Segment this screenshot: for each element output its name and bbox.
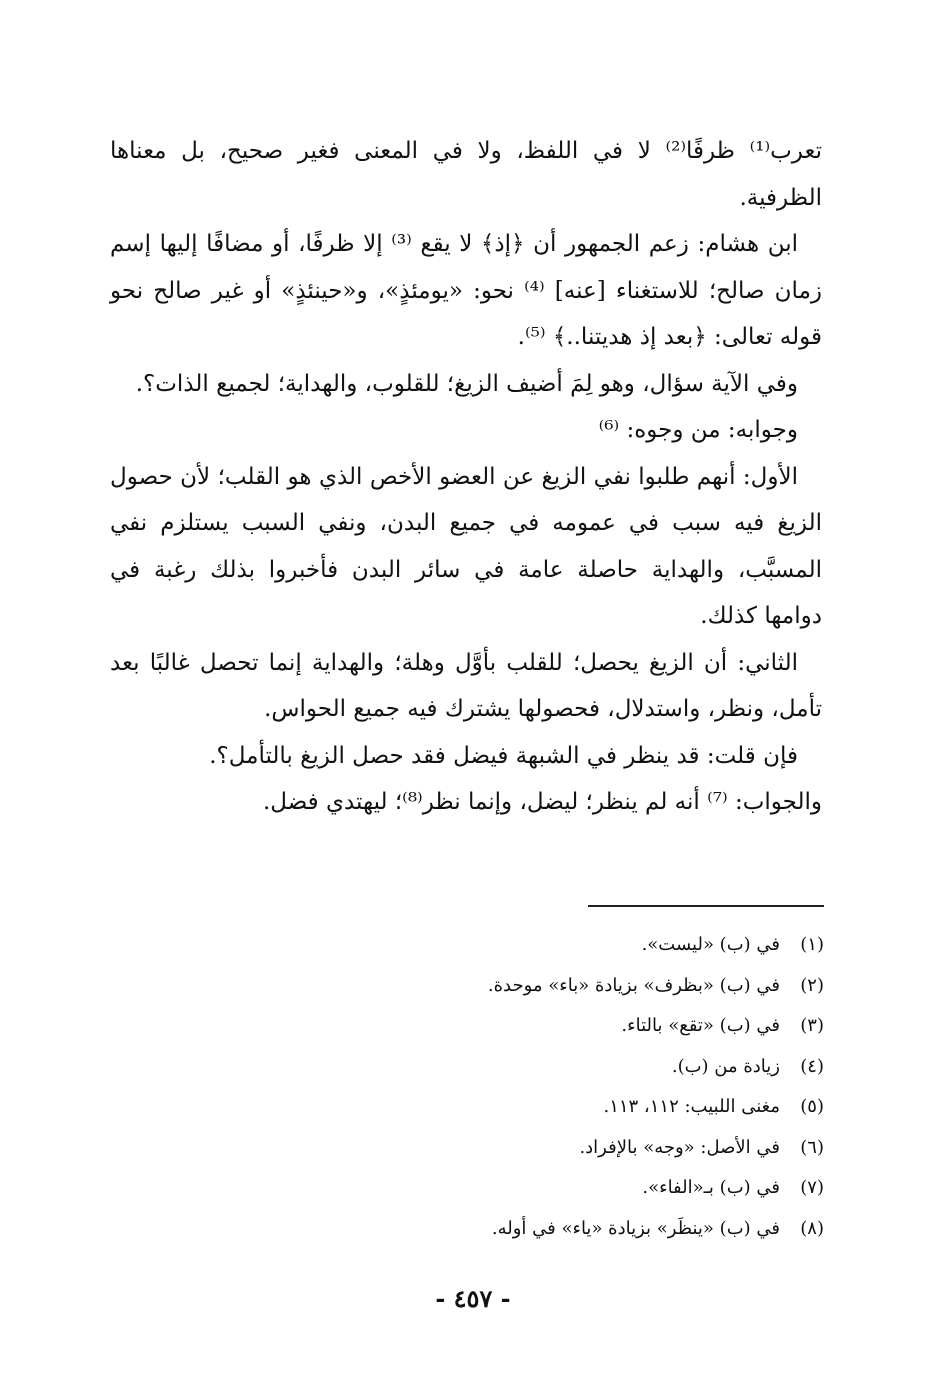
footnote — [300, 1168, 824, 1209]
footnote-number: (٨) — [800, 1217, 824, 1239]
footnote — [300, 1209, 824, 1250]
footnote — [300, 1006, 824, 1047]
footnote-text: في (ب) «بظرف» بزيادة «باء» موحدة. — [487, 974, 780, 996]
footnote-number: (٧) — [800, 1177, 824, 1198]
paragraph-4: وجوابه: من وجوه: ⁽⁶⁾ — [598, 417, 798, 443]
footnote-text: في (ب) «ينظَر» بزيادة «ياء» في أوله. — [491, 1217, 780, 1239]
paragraph-7: فإن قلت: قد ينظر في الشبهة فيضل فقد حصل الزيغ بالتأمل؟. — [209, 742, 798, 769]
paragraph-2: ابن هشام: زعم الجمهور أن ﴿إذ﴾ لا يقع ⁽³⁾ إلا ظرفًا، أو مضافًا إليها إسم زمان صالح؛ للاستغناء [عنه] ⁽⁴⁾ نحو: «يومئذٍ»، و«حينئذٍ» أو غير صالح نحو قوله تعالى: ﴿بعد إذ هديتنا..﴾ ⁽⁵⁾. — [110, 231, 822, 350]
footnote-number: (٦) — [800, 1136, 824, 1158]
paragraph-3: وفي الآية سؤال، وهو لِمَ أضيف الزيغ؛ للقلوب، والهداية؛ لجميع الذات؟. — [135, 370, 798, 397]
page-number: - ٤٥٧ - — [435, 1284, 511, 1313]
footnote-text: مغنى اللبيب: ١١٢، ١١٣. — [603, 1096, 780, 1117]
footnote-number: (٥) — [800, 1096, 824, 1117]
footnote-text: في الأصل: «وجه» بالإفراد. — [579, 1136, 780, 1158]
paragraph-1: تعرب⁽¹⁾ ظرفًا⁽²⁾ لا في اللفظ، ولا في المعنى فغير صحيح، بل معناها الظرفية. — [110, 138, 822, 211]
footnote — [300, 1087, 824, 1128]
footnote-number: (٣) — [800, 1015, 824, 1036]
paragraph-5: الأول: أنهم طلبوا نفي الزيغ عن العضو الأخص الذي هو القلب؛ لأن حصول الزيغ فيه سبب في عمومه في جميع البدن، ونفي السبب يستلزم نفي المسبَّب، والهداية حاصلة عامة في سائر البدن فأخبروا بذلك رغبة في دوامها كذلك. — [110, 463, 822, 629]
paragraph-6: الثاني: أن الزيغ يحصل؛ للقلب بأوَّل وهلة؛ والهداية إنما تحصل غالبًا بعد تأمل، ونظر، واستدلال، فحصولها يشترك فيه جميع الحواس. — [110, 649, 822, 722]
footnotes — [300, 925, 824, 1249]
footnote-number: (٢) — [800, 974, 824, 996]
footnote — [300, 1128, 824, 1169]
paragraph-8: والجواب: ⁽⁷⁾ أنه لم ينظر؛ ليضل، وإنما نظر⁽⁸⁾؛ ليهتدي فضل. — [262, 789, 822, 815]
footnote — [300, 1047, 824, 1088]
footnote-text: في (ب) بـ«الفاء». — [642, 1177, 780, 1198]
footnote-text: زيادة من (ب). — [671, 1055, 780, 1077]
footnote-number: (٤) — [800, 1055, 824, 1077]
footnote-text: في (ب) «ليست». — [641, 934, 780, 955]
main-text — [110, 128, 822, 826]
footnote — [300, 966, 824, 1007]
footnote-number: (١) — [800, 934, 824, 955]
footnote — [300, 925, 824, 966]
footnote-separator — [588, 905, 824, 907]
footnote-text: في (ب) «تقع» بالتاء. — [621, 1015, 780, 1036]
